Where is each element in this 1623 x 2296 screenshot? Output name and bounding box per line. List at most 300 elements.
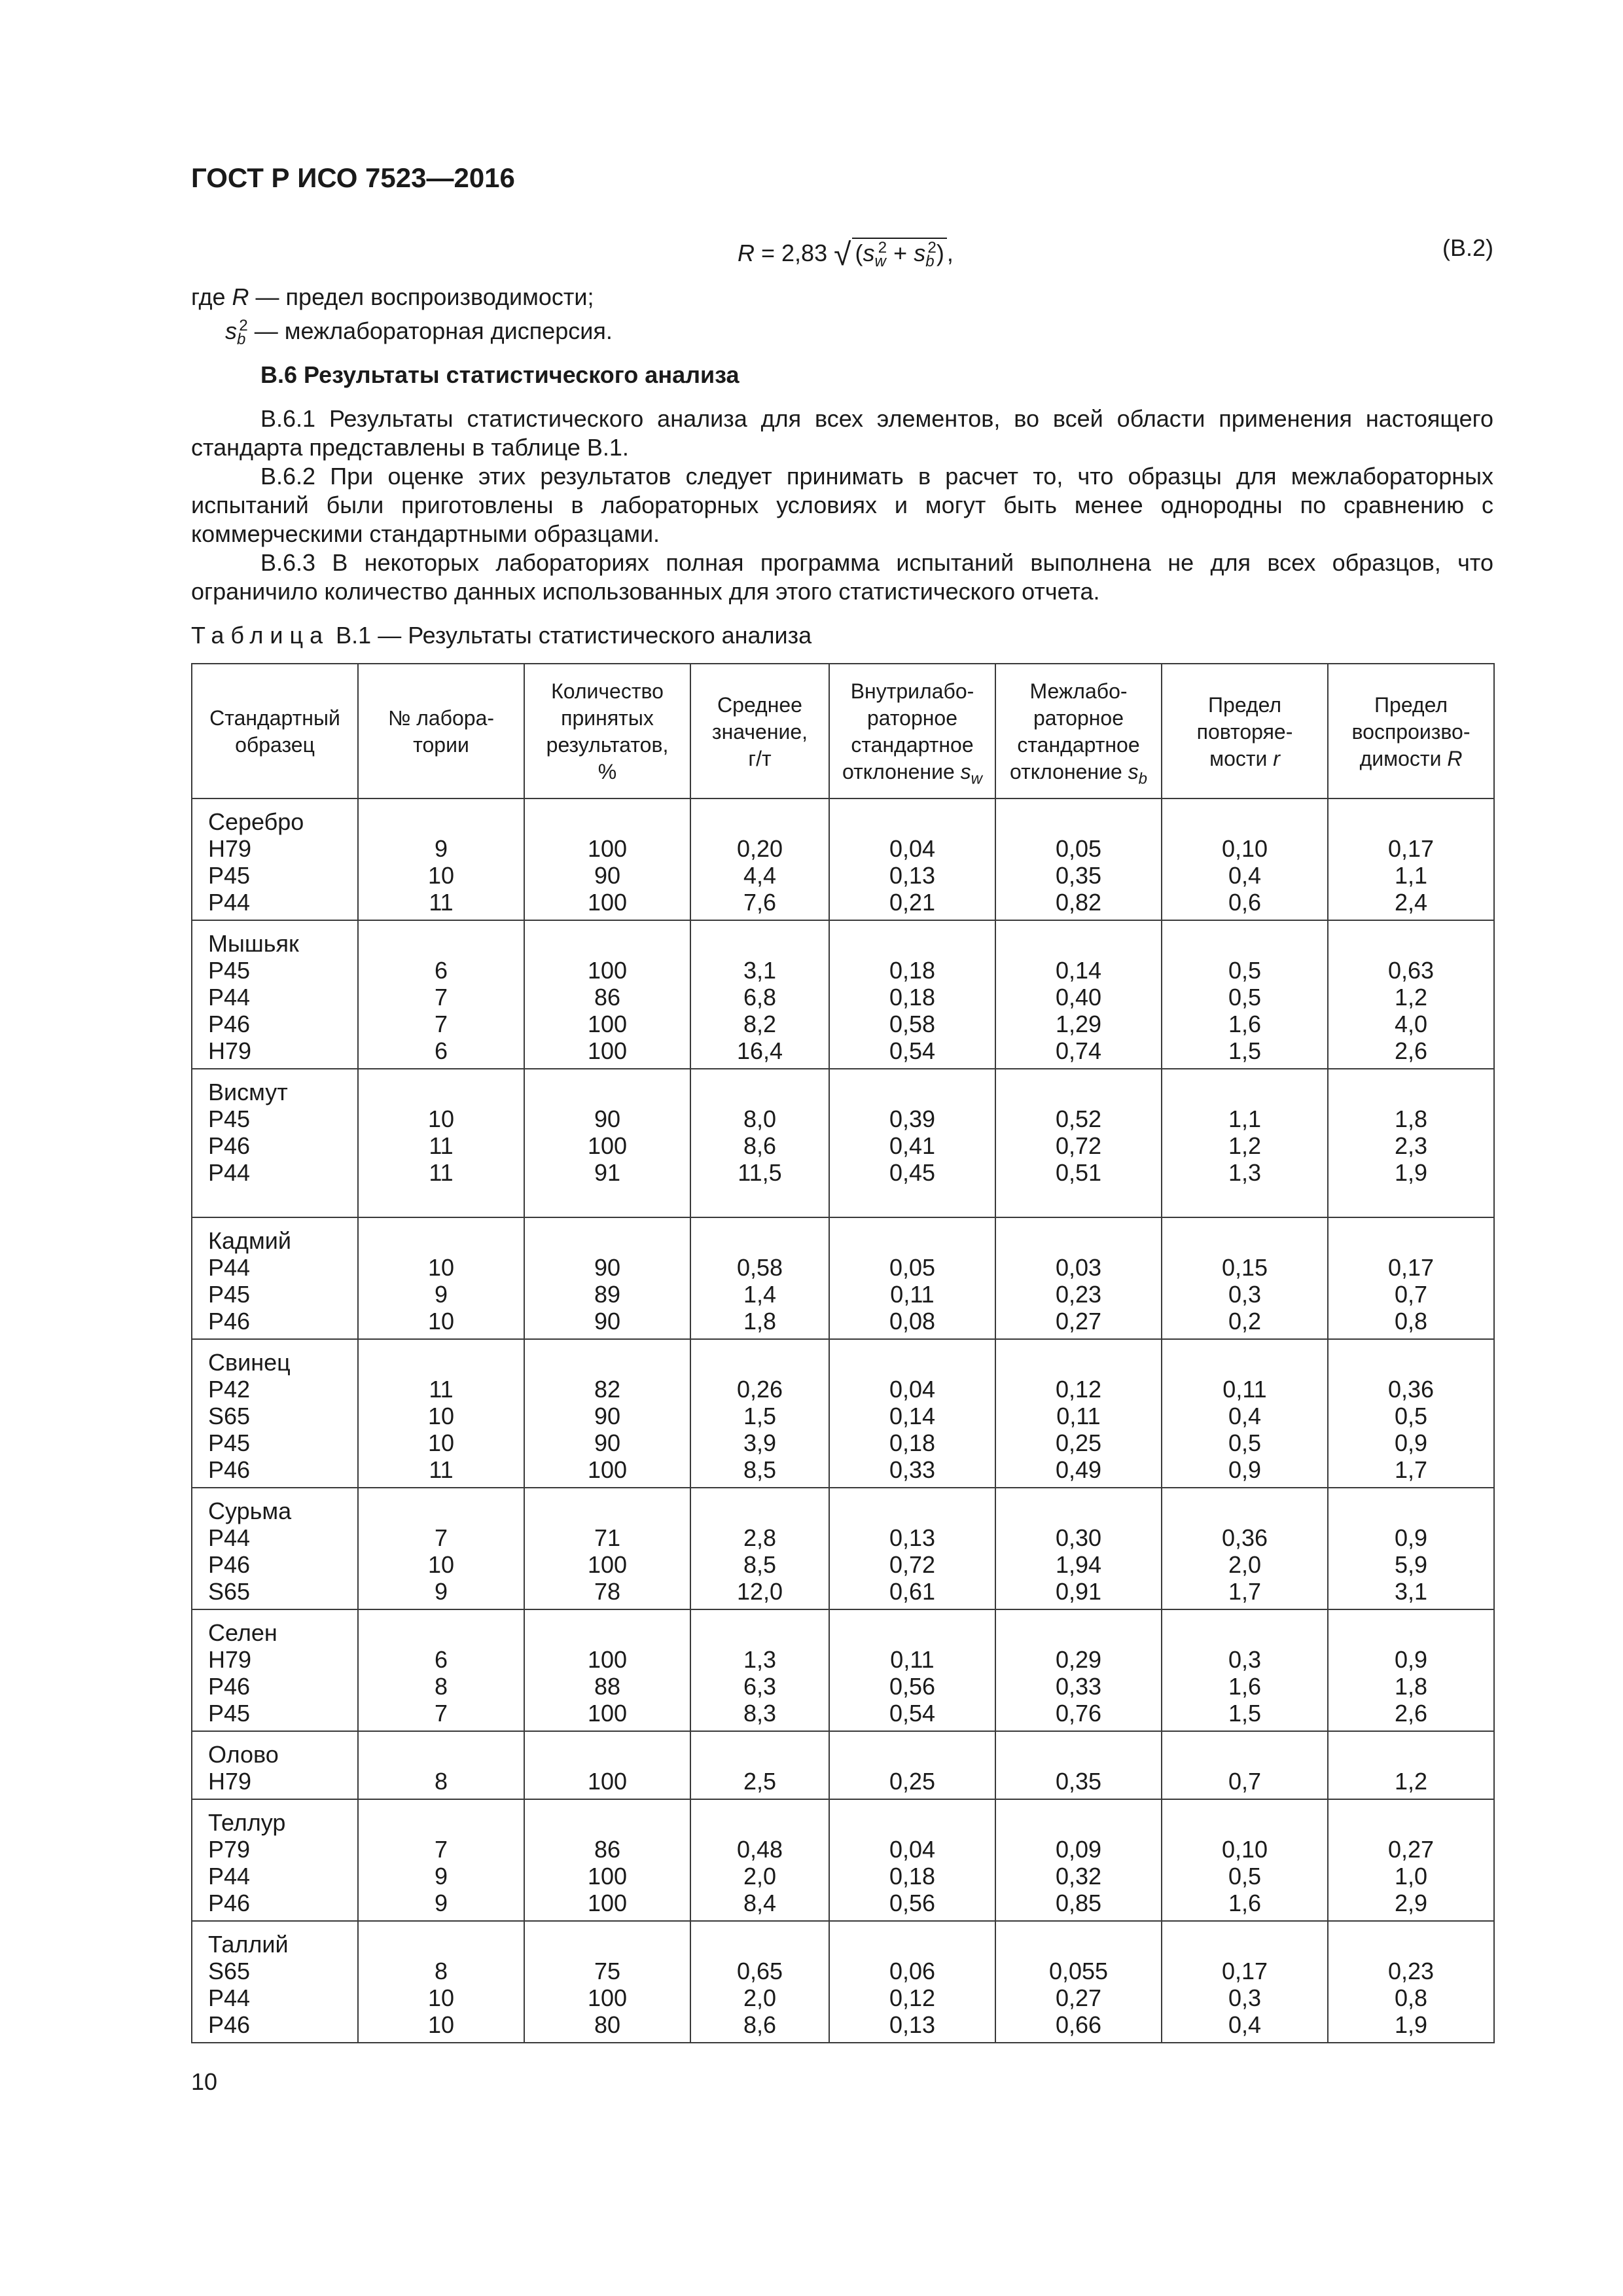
cell-value: 8: [434, 1958, 448, 1984]
value-cell: [829, 1488, 995, 1609]
cell-value: 1,7: [1228, 1578, 1262, 1605]
sample-code: P45: [208, 1429, 251, 1456]
cell-value: 6,3: [743, 1673, 777, 1700]
element-name: Сурьма: [208, 1498, 292, 1524]
element-name: Олово: [208, 1741, 279, 1768]
cell-value: 0,48: [736, 1836, 783, 1863]
blank-line: [996, 1349, 1161, 1376]
cell-value: 89: [594, 1281, 621, 1308]
cell-value: 0,2: [1228, 1308, 1262, 1335]
value-cell: [1162, 920, 1328, 1069]
blank-line: [996, 1619, 1161, 1646]
column-header-line: стандартное: [1017, 733, 1140, 757]
cell-value: 11: [429, 1456, 454, 1483]
cell-value: 10: [427, 1551, 455, 1578]
value-cell: [358, 1488, 524, 1609]
cell-value: 75: [594, 1958, 621, 1984]
cell-value: 8,3: [743, 1700, 777, 1727]
cell-value: 7: [434, 1700, 448, 1727]
sample-code: P46: [208, 1890, 251, 1916]
cell-value: 0,12: [1055, 1376, 1102, 1403]
cell-value: 1,2: [1394, 1768, 1428, 1795]
cell-value: 0,4: [1228, 1403, 1262, 1429]
cell-value: 90: [594, 1254, 621, 1281]
cell-value: 1,8: [1394, 1105, 1428, 1132]
value-cell: [829, 1799, 995, 1921]
cell-value: 0,15: [1221, 1254, 1268, 1281]
blank-line: [691, 808, 829, 835]
column-header-line: принятых: [561, 706, 654, 730]
blank-line: [525, 1349, 690, 1376]
definition-symbol: R: [232, 283, 249, 310]
cell-value: 0,82: [1055, 889, 1102, 916]
cell-value: 10: [427, 1308, 455, 1335]
cell-value: 0,13: [889, 2011, 936, 2038]
cell-value: 0,35: [1055, 1768, 1102, 1795]
cell-value: 0,29: [1055, 1646, 1102, 1673]
element-name: Свинец: [208, 1349, 291, 1376]
cell-value: 0,17: [1221, 1958, 1268, 1984]
cell-value: 0,4: [1228, 862, 1262, 889]
column-header-line: димости R: [1359, 746, 1463, 770]
blank-line: [1162, 1931, 1327, 1958]
sample-code: P44: [208, 1984, 251, 2011]
blank-line: [1162, 1349, 1327, 1376]
sample-code: P44: [208, 1524, 251, 1551]
cell-value: 10: [427, 1429, 455, 1456]
element-group-row: [192, 1217, 1494, 1339]
value-cell: [1162, 1217, 1328, 1339]
column-header-line: № лабора-: [387, 706, 495, 730]
cell-value: 2,6: [1394, 1700, 1428, 1727]
element-name: Теллур: [208, 1809, 286, 1836]
cell-value: 0,66: [1055, 2011, 1102, 2038]
column-header-line: Предел: [1208, 692, 1281, 717]
sample-cell: [192, 1731, 358, 1799]
cell-value: 0,72: [1055, 1132, 1102, 1159]
definition-prefix: где: [191, 283, 232, 310]
cell-value: 0,11: [1056, 1403, 1101, 1429]
cell-value: 100: [587, 1700, 628, 1727]
cell-value: 2,6: [1394, 1037, 1428, 1064]
blank-line: [525, 1931, 690, 1958]
blank-line: [1329, 808, 1493, 835]
sample-code: H79: [208, 1768, 252, 1795]
blank-line: [359, 1079, 524, 1105]
value-cell: [829, 1069, 995, 1217]
sample-code: P79: [208, 1836, 251, 1863]
cell-value: 0,13: [889, 862, 936, 889]
cell-value: 0,25: [1055, 1429, 1102, 1456]
blank-line: [1329, 1498, 1493, 1524]
cell-value: 0,58: [889, 1011, 936, 1037]
blank-line: [1329, 930, 1493, 957]
value-cell: [690, 798, 829, 920]
cell-value: 1,2: [1228, 1132, 1262, 1159]
cell-value: 12,0: [736, 1578, 783, 1605]
sample-code: H79: [208, 835, 252, 862]
cell-value: 0,74: [1055, 1037, 1102, 1064]
cell-value: 0,7: [1228, 1768, 1262, 1795]
value-cell: [524, 1799, 690, 1921]
blank-line: [359, 1619, 524, 1646]
cell-value: 91: [594, 1159, 621, 1186]
sample-code: P46: [208, 1551, 251, 1578]
element-name: Кадмий: [208, 1227, 291, 1254]
cell-value: 0,5: [1394, 1403, 1428, 1429]
value-cell: [1162, 1339, 1328, 1488]
column-header-line: мости r: [1209, 746, 1280, 770]
column-header: [1162, 664, 1328, 798]
value-cell: [690, 1488, 829, 1609]
cell-value: 7,6: [743, 889, 777, 916]
element-group-row: [192, 1609, 1494, 1731]
sample-code: P46: [208, 1011, 251, 1037]
sample-code: P45: [208, 862, 251, 889]
cell-value: 8,2: [743, 1011, 777, 1037]
blank-line: [830, 1619, 995, 1646]
cell-value: 0,33: [1055, 1673, 1102, 1700]
cell-value: 90: [594, 1403, 621, 1429]
cell-value: 0,36: [1221, 1524, 1268, 1551]
cell-value: 0,76: [1055, 1700, 1102, 1727]
cell-value: 0,9: [1228, 1456, 1262, 1483]
column-header-line: отклонение $s_b$: [1010, 760, 1147, 788]
cell-value: 5,9: [1394, 1551, 1428, 1578]
blank-line: [691, 1227, 829, 1254]
sample-code: S65: [208, 1578, 251, 1605]
blank-line: [830, 1498, 995, 1524]
cell-value: 0,54: [889, 1037, 936, 1064]
blank-line: [1329, 1741, 1493, 1768]
cell-value: 2,0: [743, 1863, 777, 1890]
cell-value: 0,25: [889, 1768, 936, 1795]
cell-value: 8,5: [743, 1551, 777, 1578]
cell-value: 7: [434, 984, 448, 1011]
cell-value: 10: [427, 1254, 455, 1281]
cell-value: 11: [429, 889, 454, 916]
cell-value: 0,08: [889, 1308, 936, 1335]
cell-value: 0,9: [1394, 1646, 1428, 1673]
definition-text: — межлабораторная дисперсия.: [247, 317, 613, 344]
sample-code: S65: [208, 1403, 251, 1429]
value-cell: [690, 1217, 829, 1339]
column-header-line: стандартное: [851, 733, 974, 757]
blank-line: [359, 808, 524, 835]
value-cell: [995, 798, 1162, 920]
cell-value: 0,8: [1394, 1308, 1428, 1335]
cell-value: 2,0: [743, 1984, 777, 2011]
cell-value: 0,10: [1221, 835, 1268, 862]
value-cell: [524, 1339, 690, 1488]
cell-value: 100: [587, 1551, 628, 1578]
paragraph-b63: В.6.3 В некоторых лабораториях полная программа испытаний выполнена не для всех образцов, что ограничило количество данных использованных для этого статистического отчета.: [191, 549, 1493, 605]
column-header-line: повторяе-: [1196, 719, 1293, 744]
cell-value: 6: [434, 957, 448, 984]
blank-line: [691, 1079, 829, 1105]
column-header: [690, 664, 829, 798]
cell-value: 6: [434, 1646, 448, 1673]
value-cell: [1328, 1217, 1494, 1339]
cell-value: 0,13: [889, 1524, 936, 1551]
cell-value: 0,72: [889, 1551, 936, 1578]
cell-value: 0,17: [1387, 1254, 1435, 1281]
cell-value: 90: [594, 862, 621, 889]
sample-code: P44: [208, 1159, 251, 1186]
cell-value: 0,14: [889, 1403, 936, 1429]
cell-value: 3,9: [743, 1429, 777, 1456]
value-cell: [1328, 1069, 1494, 1217]
blank-line: [1329, 1809, 1493, 1836]
column-header-line: образец: [235, 733, 315, 757]
cell-value: 0,33: [889, 1456, 936, 1483]
column-header-line: Стандартный: [209, 706, 340, 730]
cell-value: 1,3: [743, 1646, 777, 1673]
value-cell: [1162, 798, 1328, 920]
sample-code: P44: [208, 1863, 251, 1890]
cell-value: 9: [434, 1890, 448, 1916]
column-header-line: результатов,: [546, 733, 669, 757]
cell-value: 78: [594, 1578, 621, 1605]
column-header-line: г/т: [748, 746, 772, 770]
reproducibility-formula: [738, 237, 954, 273]
sample-code: H79: [208, 1646, 252, 1673]
cell-value: 80: [594, 2011, 621, 2038]
cell-value: 0,36: [1387, 1376, 1435, 1403]
cell-value: 0,04: [889, 1376, 936, 1403]
cell-value: 0,9: [1394, 1524, 1428, 1551]
blank-line: [525, 1619, 690, 1646]
blank-line: [525, 1079, 690, 1105]
cell-value: 1,8: [1394, 1673, 1428, 1700]
cell-value: 9: [434, 1281, 448, 1308]
cell-value: 86: [594, 1836, 621, 1863]
sample-cell: [192, 1488, 358, 1609]
value-cell: [524, 1488, 690, 1609]
cell-value: 11: [429, 1159, 454, 1186]
sample-code: P45: [208, 1105, 251, 1132]
sample-cell: [192, 1217, 358, 1339]
formula-paren-open: (: [855, 240, 863, 266]
cell-value: 7: [434, 1836, 448, 1863]
cell-value: 0,54: [889, 1700, 936, 1727]
table-caption-label: Таблица: [191, 622, 330, 649]
column-header-line: Предел: [1374, 692, 1448, 717]
cell-value: 86: [594, 984, 621, 1011]
blank-line: [1162, 808, 1327, 835]
value-cell: [358, 1799, 524, 1921]
cell-value: 0,5: [1228, 1429, 1262, 1456]
blank-line: [830, 1079, 995, 1105]
element-name: Селен: [208, 1619, 277, 1646]
cell-value: 1,8: [743, 1308, 777, 1335]
cell-value: 10: [427, 862, 455, 889]
cell-value: 16,4: [736, 1037, 783, 1064]
column-header: [1328, 664, 1494, 798]
cell-value: 6: [434, 1037, 448, 1064]
column-header-line: раторное: [1033, 706, 1124, 730]
value-cell: [524, 1217, 690, 1339]
cell-value: 0,45: [889, 1159, 936, 1186]
blank-line: [996, 1498, 1161, 1524]
value-cell: [358, 1609, 524, 1731]
value-cell: [1328, 1488, 1494, 1609]
sample-cell: [192, 1339, 358, 1488]
cell-value: 0,39: [889, 1105, 936, 1132]
value-cell: [358, 798, 524, 920]
sample-code: P46: [208, 1673, 251, 1700]
blank-line: [1329, 1619, 1493, 1646]
cell-value: 1,94: [1055, 1551, 1102, 1578]
column-header-line: значение,: [711, 719, 808, 744]
sample-cell: [192, 1799, 358, 1921]
cell-value: 82: [594, 1376, 621, 1403]
cell-value: 100: [587, 1984, 628, 2011]
blank-line: [525, 930, 690, 957]
cell-value: 0,27: [1055, 1308, 1102, 1335]
cell-value: 1,4: [743, 1281, 777, 1308]
cell-value: 100: [587, 1890, 628, 1916]
column-header-line: Внутрилабо-: [850, 679, 974, 703]
blank-line: [359, 1349, 524, 1376]
cell-value: 0,56: [889, 1673, 936, 1700]
cell-value: 0,27: [1055, 1984, 1102, 2011]
cell-value: 1,9: [1394, 2011, 1428, 2038]
blank-line: [359, 1931, 524, 1958]
cell-value: 0,32: [1055, 1863, 1102, 1890]
cell-value: 0,10: [1221, 1836, 1268, 1863]
sqrt-sign-icon: √: [834, 238, 851, 272]
cell-value: 0,03: [1055, 1254, 1102, 1281]
blank-line: [1162, 1079, 1327, 1105]
cell-value: 1,1: [1394, 862, 1428, 889]
paragraph-b62: В.6.2 При оценке этих результатов следует принимать в расчет то, что образцы для межлабораторных испытаний были приготовлены в лабораторных условиях и могут быть менее однородны по сравнению с коммерческими стандартными образцами.: [191, 463, 1493, 547]
cell-value: 0,23: [1387, 1958, 1435, 1984]
blank-line: [996, 930, 1161, 957]
blank-line: [996, 1227, 1161, 1254]
cell-value: 0,18: [889, 984, 936, 1011]
column-header: [358, 664, 524, 798]
cell-value: 0,055: [1048, 1958, 1109, 1984]
table-caption-text: В.1 — Результаты статистического анализа: [329, 622, 812, 649]
sample-cell: [192, 1069, 358, 1217]
element-group-row: [192, 1488, 1494, 1609]
value-cell: [690, 1731, 829, 1799]
cell-value: 0,58: [736, 1254, 783, 1281]
blank-line: [1162, 1741, 1327, 1768]
cell-value: 0,14: [1055, 957, 1102, 984]
cell-value: 0,5: [1228, 984, 1262, 1011]
cell-value: 8,6: [743, 2011, 777, 2038]
cell-value: 1,5: [1228, 1037, 1262, 1064]
value-cell: [358, 1921, 524, 2043]
cell-value: 1,29: [1055, 1011, 1102, 1037]
value-cell: [1328, 1921, 1494, 2043]
cell-value: 0,49: [1055, 1456, 1102, 1483]
cell-value: 0,41: [889, 1132, 936, 1159]
cell-value: 2,8: [743, 1524, 777, 1551]
cell-value: 100: [587, 889, 628, 916]
blank-line: [1329, 1931, 1493, 1958]
column-header: [192, 664, 358, 798]
value-cell: [995, 1488, 1162, 1609]
value-cell: [829, 1921, 995, 2043]
blank-line: [359, 930, 524, 957]
value-cell: [829, 1609, 995, 1731]
cell-value: 2,0: [1228, 1551, 1262, 1578]
sample-code: P45: [208, 1700, 251, 1727]
cell-value: 0,4: [1228, 2011, 1262, 2038]
column-header-line: отклонение $s_w$: [842, 760, 982, 788]
value-cell: [995, 1921, 1162, 2043]
value-cell: [1328, 1799, 1494, 1921]
blank-line: [691, 1931, 829, 1958]
blank-line: [359, 1741, 524, 1768]
value-cell: [524, 920, 690, 1069]
value-cell: [1328, 798, 1494, 920]
sample-code: P46: [208, 1308, 251, 1335]
blank-line: [691, 1741, 829, 1768]
cell-value: 0,5: [1228, 1863, 1262, 1890]
element-name: Серебро: [208, 808, 304, 835]
cell-value: 2,3: [1394, 1132, 1428, 1159]
value-cell: [524, 798, 690, 920]
cell-value: 0,04: [889, 1836, 936, 1863]
cell-value: 9: [434, 1863, 448, 1890]
value-cell: [995, 1799, 1162, 1921]
blank-line: [359, 1498, 524, 1524]
blank-line: [996, 1809, 1161, 1836]
cell-value: 0,30: [1055, 1524, 1102, 1551]
value-cell: [524, 1609, 690, 1731]
element-name: Мышьяк: [208, 930, 299, 957]
blank-line: [996, 1079, 1161, 1105]
cell-value: 100: [587, 1863, 628, 1890]
value-cell: [524, 1069, 690, 1217]
cell-value: 0,04: [889, 835, 936, 862]
element-group-row: [192, 920, 1494, 1069]
cell-value: 8,4: [743, 1890, 777, 1916]
sample-code: P42: [208, 1376, 251, 1403]
cell-value: 0,51: [1055, 1159, 1102, 1186]
cell-value: 0,26: [736, 1376, 783, 1403]
blank-line: [691, 1619, 829, 1646]
cell-value: 11: [429, 1376, 454, 1403]
column-header: [829, 664, 995, 798]
cell-value: 10: [427, 1105, 455, 1132]
blank-line: [830, 1349, 995, 1376]
formula-eq: = 2,83: [755, 240, 834, 266]
blank-line: [525, 1498, 690, 1524]
column-header-line: раторное: [866, 706, 958, 730]
value-cell: [358, 920, 524, 1069]
blank-line: [1162, 1619, 1327, 1646]
value-cell: [1328, 920, 1494, 1069]
cell-value: 0,09: [1055, 1836, 1102, 1863]
blank-line: [691, 1349, 829, 1376]
column-header-line: Среднее: [717, 692, 802, 717]
value-cell: [1162, 1069, 1328, 1217]
cell-value: 2,9: [1394, 1890, 1428, 1916]
column-header: [524, 664, 690, 798]
cell-value: 8,5: [743, 1456, 777, 1483]
blank-line: [830, 808, 995, 835]
value-cell: [358, 1339, 524, 1488]
value-cell: [1162, 1488, 1328, 1609]
sample-code: P44: [208, 1254, 251, 1281]
cell-value: 0,7: [1394, 1281, 1428, 1308]
cell-value: 71: [594, 1524, 621, 1551]
